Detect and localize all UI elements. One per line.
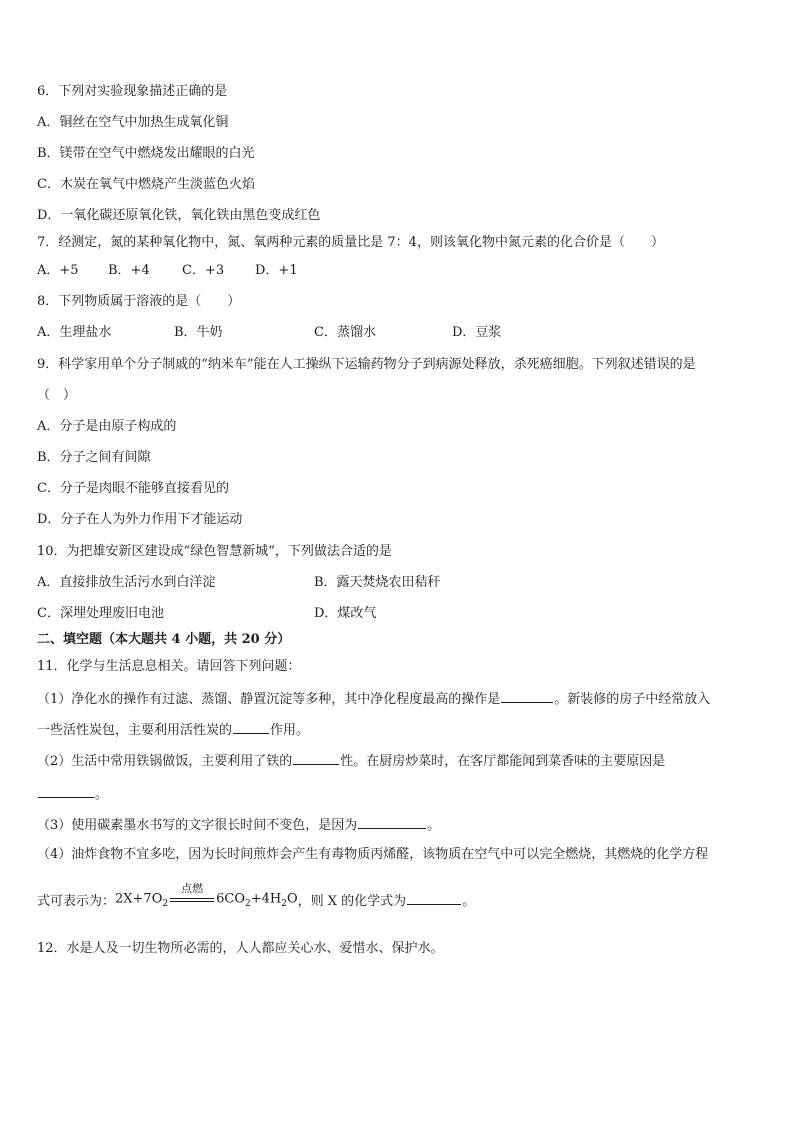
q11-p4-text-d: 。: [462, 894, 476, 910]
q9-option-a: A．分子是由原子构成的: [37, 419, 177, 434]
q8-option-b: B．牛奶: [174, 325, 223, 340]
q6-option-b: B．镁带在空气中燃烧发出耀眼的白光: [37, 146, 255, 161]
eq-subscript: 2: [281, 899, 287, 910]
answer-blank[interactable]: [358, 815, 426, 829]
q12-stem: 12．水是人及一切生物所必需的，人人都应关心水、爱惜水、保护水。: [37, 941, 444, 956]
q11-p1-text-d: 作用。: [270, 723, 310, 738]
q11-part1-line2: [37, 720, 309, 740]
q10-option-d: D．煤改气: [314, 606, 377, 621]
reaction-condition-arrow: [170, 882, 214, 908]
q11-p4-text-b: 式可表示为：: [37, 894, 116, 910]
q11-p2-text-a: （2）生活中常用铁锅做饭，主要利用了铁的: [37, 754, 293, 769]
q9-option-b: B．分子之间有间隙: [37, 450, 151, 465]
q8-stem: 8．下列物质属于溶液的是（ ）: [37, 294, 241, 309]
q11-p2-text-c: 。: [95, 787, 109, 802]
q9-stem: 9．科学家用单个分子制戚的“纳米车”能在人工操纵下运输药物分子到病源处释放，杀死癌细胞。下列叙述错误的是: [37, 357, 696, 372]
q10-stem: 10．为把雄安新区建设成“绿色智慧新城”，下列做法合适的是: [37, 544, 392, 559]
q6-option-c: C．木炭在氧气中燃烧产生淡蓝色火焰: [37, 177, 255, 192]
q8-option-a: A．生理盐水: [37, 325, 112, 340]
q6-option-a: A．铜丝在空气中加热生成氧化铜: [37, 115, 229, 130]
q8-option-c: C．蒸馏水: [314, 325, 376, 340]
section-heading: 二、填空题（本大题共 4 小题，共 20 分）: [37, 632, 291, 647]
q11-p1-text-c: 一些活性炭包，主要利用活性炭的: [37, 723, 233, 738]
answer-blank[interactable]: [293, 751, 339, 765]
q7-option-a: A．+5: [37, 263, 79, 278]
eq-product-co2: 6CO: [216, 891, 245, 907]
q7-option-c: C．+3: [182, 263, 225, 278]
q6-stem: 6．下列对实验现象描述正确的是: [37, 84, 228, 99]
q11-part4-line1: （4）油炸食物不宜多吃，因为长时间煎炸会产生有毒物质丙烯醛，该物质在空气中可以完全燃烧，其燃烧的化学方程: [37, 847, 709, 862]
answer-blank[interactable]: [38, 784, 94, 798]
q10-option-c: C．深埋处理废旧电池: [37, 606, 164, 621]
q9-option-d: D．分子在人为外力作用下才能运动: [37, 512, 243, 527]
q11-part2-line2: [37, 784, 108, 804]
eq-reactants: 2X+7O: [115, 891, 163, 907]
q10-option-b: B．露天焚烧农田秸秆: [314, 575, 441, 590]
q11-part2-line1: [37, 751, 665, 771]
answer-blank[interactable]: [407, 891, 461, 905]
eq-product-h2o: +4H: [250, 891, 282, 907]
q9-paren: （ ）: [37, 388, 77, 403]
answer-blank[interactable]: [501, 689, 553, 703]
q11-p4-text-c: ，则 X 的化学式为: [297, 894, 407, 910]
q6-option-d: D．一氧化碳还原氧化铁，氧化铁由黑色变成红色: [37, 208, 321, 223]
eq-subscript: 2: [162, 899, 169, 910]
q11-p3-text-a: （3）使用碳素墨水书写的文字很长时间不变色，是因为: [37, 818, 358, 833]
q11-part1-line1: [37, 689, 710, 709]
q11-p3-text-b: 。: [427, 818, 441, 833]
q9-option-c: C．分子是肉眼不能够直接看见的: [37, 481, 229, 496]
reaction-condition: 点燃: [181, 882, 204, 895]
q11-p1-text-b: 。新装修的房子中经常放入: [554, 692, 711, 707]
q11-p1-text-a: （1）净化水的操作有过滤、蒸馏、静置沉淀等多种，其中净化程度最高的操作是: [37, 692, 501, 707]
chemical-equation: [115, 882, 298, 913]
q8-option-d: D．豆浆: [452, 325, 502, 340]
q11-part3: [37, 815, 440, 835]
eq-product-o: O: [286, 891, 298, 907]
q11-stem: 11．化学与生活息息相关。请回答下列问题：: [37, 659, 301, 674]
q7-option-b: B．+4: [108, 263, 150, 278]
eq-subscript: 2: [245, 899, 251, 910]
q11-part4-line2: [37, 882, 476, 913]
q7-stem: 7．经测定，氮的某种氧化物中，氮、氧两种元素的质量比是 7：4，则该氧化物中氮元素的化合价是（ ）: [37, 235, 664, 250]
q11-p2-text-b: 性。在厨房炒菜时，在客厅都能闻到菜香味的主要原因是: [340, 754, 666, 769]
q10-option-a: A．直接排放生活污水到白洋淀: [37, 575, 216, 590]
answer-blank[interactable]: [233, 720, 269, 734]
q7-option-d: D．+1: [255, 263, 298, 278]
